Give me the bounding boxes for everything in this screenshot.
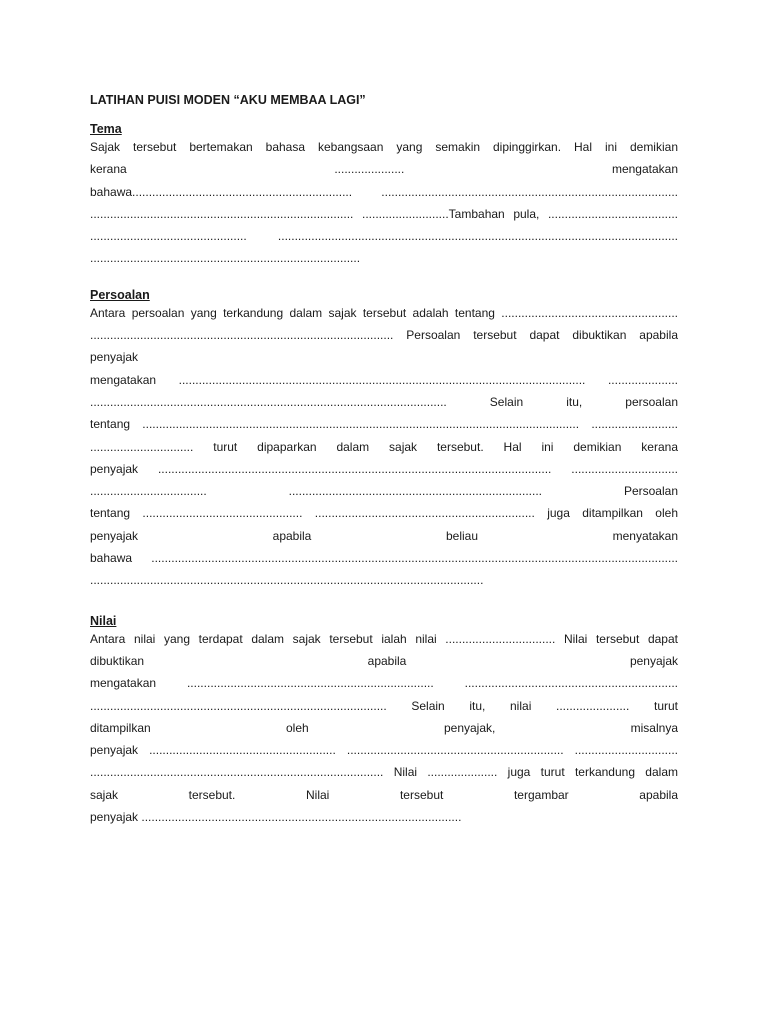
text-line: penyajak <box>90 350 139 365</box>
text-line: ........................................................................................ Nilai ..................... juga turut terkandung dalam <box>90 765 678 780</box>
text-line: ........................................................................................................... Selain itu, persoalan <box>90 394 678 409</box>
text-line: ......................................................................................... Selain itu, nilai ...................... turut <box>90 698 678 713</box>
document-title: LATIHAN PUISI MODEN “AKU MEMBAA LAGI” <box>90 93 366 107</box>
text-line: sajak tersebut. Nilai tersebut tergambar apabila <box>90 787 678 802</box>
text-line: ditampilkan oleh penyajak, misalnya <box>90 720 678 735</box>
text-line: penyajak ........................................................ ................................................................. ............................... <box>90 743 678 758</box>
text-line: ...................................................................................................................... <box>90 573 484 588</box>
text-line: tentang ................................................ .................................................................. juga ditampilkan oleh <box>90 506 678 521</box>
text-line: penyajak apabila beliau menyatakan <box>90 528 678 543</box>
text-line: mengatakan .......................................................................... ................................................................ <box>90 676 678 691</box>
text-line: penyajak ...................................................................................................................... ................................ <box>90 461 678 476</box>
section-heading-persoalan: Persoalan <box>90 287 150 302</box>
text-line: ........................................................................................... Persoalan tersebut dapat dibuktikan apabila <box>90 328 678 343</box>
text-line: ................................................................................. <box>90 251 361 266</box>
text-line: penyajak ................................................................................................ <box>90 810 462 825</box>
section-persoalan <box>90 288 678 592</box>
text-line: Antara nilai yang terdapat dalam sajak tersebut ialah nilai ................................. Nilai tersebut dapat <box>90 631 678 646</box>
section-nilai <box>90 614 678 829</box>
text-line: mengatakan .......................................................................................................................... ..................... <box>90 372 678 387</box>
text-line: tentang ................................................................................................................................... .......................... <box>90 417 678 432</box>
text-line: ............................... turut dipaparkan dalam sajak tersebut. Hal ini demikian kerana <box>90 439 678 454</box>
text-line: Sajak tersebut bertemakan bahasa kebangsaan yang semakin dipinggirkan. Hal ini demikian <box>90 140 678 154</box>
text-line: ............................................................................... ..........................Tambahan pula, ....................................... <box>90 206 678 221</box>
section-heading-tema: Tema <box>90 122 122 136</box>
section-tema <box>90 122 678 270</box>
text-line: kerana ..................... mengatakan <box>90 162 678 177</box>
section-heading-nilai: Nilai <box>90 613 117 628</box>
text-line: bahawa.................................................................. ......................................................................................... <box>90 184 678 199</box>
document-content <box>90 92 678 848</box>
text-line: ................................... ............................................................................ Persoalan <box>90 484 678 499</box>
text-line: Antara persoalan yang terkandung dalam sajak tersebut adalah tentang ..................................................... <box>90 305 678 320</box>
text-line: ............................................... ........................................................................................................................ <box>90 229 678 244</box>
text-line: bahawa .............................................................................................................................................................. <box>90 551 678 566</box>
text-line: dibuktikan apabila penyajak <box>90 653 678 668</box>
